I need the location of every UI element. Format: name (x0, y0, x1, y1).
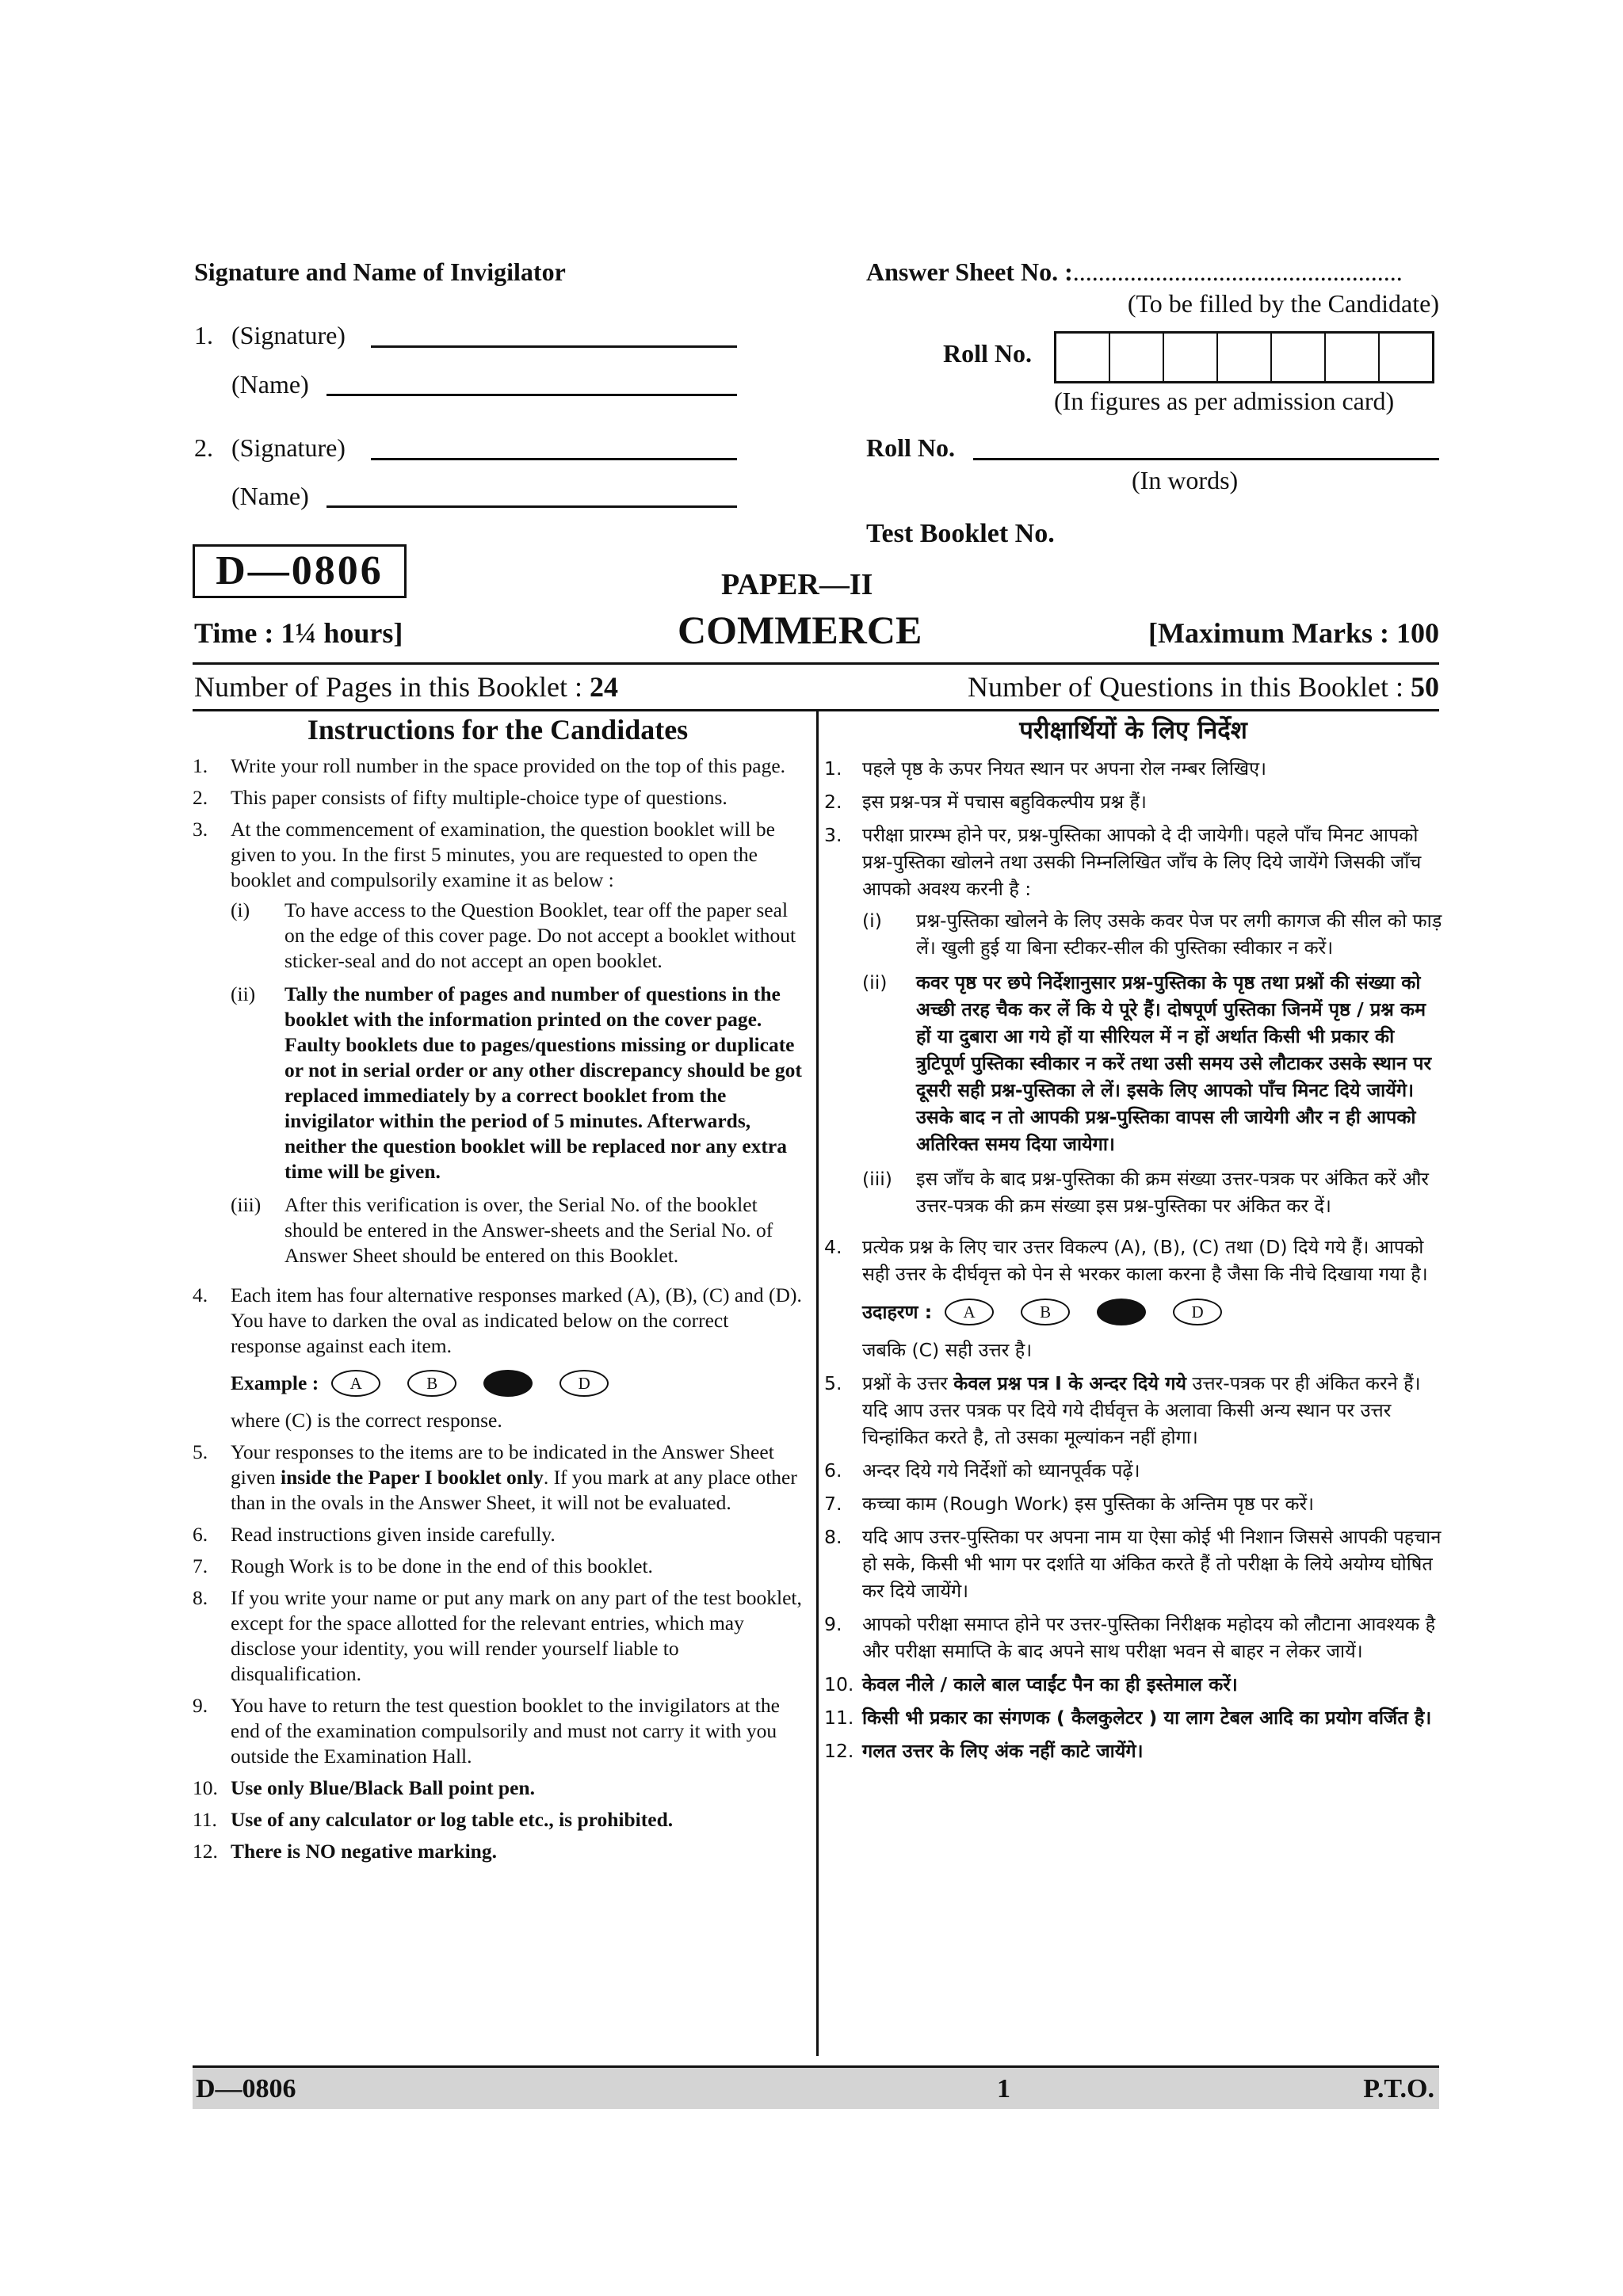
questions-value: 50 (1411, 671, 1439, 703)
roll-no-words-label: Roll No. (866, 433, 955, 462)
item-number: 10. (193, 1776, 218, 1799)
item-number: 12. (824, 1740, 854, 1762)
sig1-line[interactable] (371, 345, 737, 348)
sub-number: (ii) (862, 971, 888, 994)
hindi-instruction-2 (824, 788, 1442, 815)
item-number: 10. (824, 1673, 854, 1695)
item-number: 4. (824, 1236, 842, 1258)
answer-sheet-field (866, 257, 1403, 287)
sub-number: (ii) (231, 982, 256, 1005)
sig1-number: 1. (194, 321, 213, 349)
item-number: 1. (824, 757, 842, 780)
invigilator-title: Signature and Name of Invigilator (194, 257, 566, 286)
name1-line[interactable] (327, 394, 737, 396)
oval-b: B (407, 1370, 456, 1397)
booklet-code: D—0806 (193, 544, 407, 598)
pages-count (194, 670, 618, 704)
instruction-8 (193, 1585, 803, 1687)
roll-digit-box[interactable] (1218, 334, 1272, 381)
instruction-text: Each item has four alternative responses marked (A), (B), (C) and (D). You have to darken the oval as indicated below on the correct response against each item. (231, 1283, 802, 1357)
item-number: 6. (824, 1459, 842, 1482)
max-marks-label: [Maximum Marks : 100 (1148, 617, 1439, 649)
instruction-text: कच्चा काम (Rough Work) इस पुस्तिका के अन्तिम पृष्ठ पर करें। (862, 1493, 1315, 1515)
answer-sheet-dots[interactable]: .................................................... (1072, 257, 1403, 286)
roll-digit-box[interactable] (1272, 334, 1326, 381)
in-figures-note: (In figures as per admission card) (1054, 387, 1395, 415)
roll-digit-box[interactable] (1326, 334, 1380, 381)
paper-label: PAPER—II (721, 568, 873, 601)
name1-label: (Name) (231, 370, 309, 399)
roll-digit-box[interactable] (1164, 334, 1218, 381)
roll-digit-box[interactable] (1380, 334, 1432, 381)
hindi-instruction-3-ii (862, 969, 1442, 1158)
questions-count (872, 670, 1439, 704)
english-instructions (193, 714, 803, 1871)
item-number: 2. (193, 786, 208, 809)
instruction-text-emphasis: केवल प्रश्न पत्र I के अन्दर दिये गये (953, 1372, 1187, 1394)
test-booklet-label: Test Booklet No. (866, 519, 1055, 548)
instruction-text (231, 1440, 803, 1516)
page-footer (193, 2065, 1439, 2109)
hindi-instruction-8 (824, 1524, 1442, 1604)
instruction-11 (193, 1807, 803, 1833)
sig2-number: 2. (194, 433, 213, 462)
name2-line[interactable] (327, 505, 737, 508)
hindi-instruction-6 (824, 1457, 1442, 1484)
instruction-3-i (231, 898, 803, 974)
instruction-text: If you write your name or put any mark on any part of the test booklet, except for the space allotted for the relevant entries, which may disclose your identity, you will render yourself liable to disqualification. (231, 1586, 802, 1685)
instruction-text: परीक्षा प्रारम्भ होने पर, प्रश्न-पुस्तिका आपको दे दी जायेगी। पहले पाँच मिनट आपको प्रश्न-पुस्तिका खोलने तथा उसकी निम्नलिखित जाँच के लिए दिये जायेंगे जिसकी जाँच आपको अवश्य करनी है : (862, 824, 1422, 900)
instruction-text: केवल नीले / काले बाल प्वाईंट पैन का ही इस्तेमाल करें। (862, 1673, 1238, 1695)
oval-d: D (1173, 1299, 1222, 1325)
sub-number: (iii) (862, 1168, 892, 1190)
instruction-text: आपको परीक्षा समाप्त होने पर उत्तर-पुस्तिका निरीक्षक महोदय को लौटाना आवश्यक है और परीक्षा समाप्ति के बाद अपने साथ परीक्षा भवन से बाहर न लेकर जायें। (862, 1613, 1436, 1662)
roll-digit-box[interactable] (1110, 334, 1164, 381)
hindi-instruction-1 (824, 755, 1442, 782)
sig1-label: (Signature) (231, 321, 346, 349)
instruction-text: Rough Work is to be done in the end of this booklet. (231, 1554, 653, 1577)
hindi-example-row (862, 1299, 1442, 1325)
instruction-12 (193, 1839, 803, 1864)
sig2-label: (Signature) (231, 433, 346, 462)
in-words-note: (In words) (1132, 466, 1239, 494)
item-number: 3. (193, 818, 208, 841)
item-number: 7. (824, 1493, 842, 1515)
instruction-text-part: Your responses to the items are to be indicated in the Answer Sheet given (231, 1440, 774, 1489)
sub-text: कवर पृष्ठ पर छपे निर्देशानुसार प्रश्न-पुस्तिका के पृष्ठ तथा प्रश्नों की संख्या को अच्छी तरह चैक कर लें कि ये पूरे हैं। दोषपूर्ण पुस्तिका जिनमें पृष्ठ / प्रश्न कम हों या दुबारा आ गये हों या सीरियल में न हों अर्थात किसी भी प्रकार की त्रुटिपूर्ण पुस्तिका स्वीकार न करें तथा उसी समय उसे लौटाकर उसके स्थान पर दूसरी सही प्रश्न-पुस्तिका ले लें। इसके लिए आपको पाँच मिनट दिये जायेंगे। उसके बाद न तो आपकी प्रश्न-पुस्तिका वापस ली जायेगी और न ही आपको अतिरिक्त समय दिया जायेगा। (916, 971, 1432, 1155)
instruction-text: गलत उत्तर के लिए अंक नहीं काटे जायेंगे। (862, 1740, 1144, 1762)
sub-number: (iii) (231, 1193, 262, 1216)
name2-label: (Name) (231, 482, 309, 510)
instruction-text: You have to return the test question booklet to the invigilators at the end of the examination compulsorily and must not carry it with you outside the Examination Hall. (231, 1694, 780, 1768)
sub-number: (i) (231, 898, 250, 921)
hindi-instruction-12 (824, 1737, 1442, 1764)
instruction-2 (193, 785, 803, 810)
roll-no-words-line[interactable] (973, 458, 1439, 460)
instruction-text-part: प्रश्नों के उत्तर (862, 1372, 948, 1394)
instruction-9 (193, 1693, 803, 1769)
hindi-instruction-3-i (862, 907, 1442, 961)
hindi-instruction-9 (824, 1611, 1442, 1665)
instruction-text-part: उत्तर-पत्रक पर ही अंकित करने हैं। यदि आप उत्तर पत्रक पर दिये गये दीर्घवृत्त के अलावा किसी अन्य स्थान पर उत्तर चिन्हांकित करते है, तो उसका मूल्यांकन नहीं होगा। (862, 1372, 1421, 1448)
pages-value: 24 (589, 671, 618, 703)
hindi-instruction-3-iii (862, 1165, 1442, 1219)
instruction-text: प्रत्येक प्रश्न के लिए चार उत्तर विकल्प (A), (B), (C) तथा (D) दिये गये हैं। आपको सही उत्तर के दीर्घवृत्त को पेन से भरकर काला करना है जैसा कि नीचे दिखाया गया है। (862, 1236, 1428, 1285)
oval-c-filled (483, 1370, 533, 1397)
instruction-text-emphasis: inside the Paper I booklet only (281, 1466, 544, 1489)
column-divider (816, 709, 819, 2056)
item-number: 12. (193, 1840, 218, 1863)
header-divider (193, 662, 1439, 665)
sub-text: After this verification is over, the Serial No. of the booklet should be entered in the Answer-sheets and the Serial No. of Answer Sheet should be entered on this Booklet. (285, 1193, 773, 1267)
instruction-text: किसी भी प्रकार का संगणक ( कैलकुलेटर ) या लाग टेबल आदि का प्रयोग वर्जित है। (862, 1707, 1432, 1729)
item-number: 2. (824, 791, 842, 813)
example-label: Example : (231, 1371, 319, 1394)
instruction-text: पहले पृष्ठ के ऊपर नियत स्थान पर अपना रोल नम्बर लिखिए। (862, 757, 1267, 780)
pto-label: P.T.O. (1363, 2074, 1434, 2103)
sig2-line[interactable] (371, 458, 737, 460)
filled-by-note: (To be filled by the Candidate) (1127, 289, 1439, 318)
item-number: 7. (193, 1554, 208, 1577)
pages-label: Number of Pages in this Booklet : (194, 671, 582, 703)
oval-a: A (945, 1299, 994, 1325)
sub-text: इस जाँच के बाद प्रश्न-पुस्तिका की क्रम संख्या उत्तर-पत्रक पर अंकित करें और उत्तर-पत्रक की क्रम संख्या इस प्रश्न-पुस्तिका पर अंकित कर दें। (916, 1168, 1430, 1217)
english-instructions-title: Instructions for the Candidates (307, 714, 689, 746)
instruction-text: Read instructions given inside carefully. (231, 1523, 556, 1546)
sub-text: प्रश्न-पुस्तिका खोलने के लिए उसके कवर पेज पर लगी कागज की सील को फाड़ लें। खुली हुई या बिना स्टीकर-सील की पुस्तिका स्वीकार न करें। (916, 910, 1442, 959)
instruction-text: Use only Blue/Black Ball point pen. (231, 1776, 535, 1799)
answer-sheet-label: Answer Sheet No. : (866, 257, 1073, 286)
oval-c-filled (1097, 1299, 1146, 1325)
time-label: Time : 1¼ hours] (194, 617, 403, 649)
example-label: उदाहरण : (862, 1301, 933, 1323)
item-number: 4. (193, 1283, 208, 1306)
roll-no-label: Roll No. (943, 339, 1032, 368)
footer-code: D—0806 (196, 2074, 296, 2103)
item-number: 6. (193, 1523, 208, 1546)
instruction-text: At the commencement of examination, the question booklet will be given to you. In the first 5 minutes, you are requested to open the booklet and compulsorily examine it as below : (231, 818, 775, 891)
item-number: 11. (193, 1808, 217, 1831)
instruction-text: यदि आप उत्तर-पुस्तिका पर अपना नाम या ऐसा कोई भी निशान जिससे आपकी पहचान हो सके, किसी भी भाग पर दर्शाते या अंकित करते हैं तो परीक्षा के लिये अयोग्य घोषित कर दिये जायेंगे। (862, 1526, 1442, 1602)
hindi-instruction-4 (824, 1234, 1442, 1363)
item-number: 9. (824, 1613, 842, 1635)
sub-number: (i) (862, 910, 882, 932)
roll-digit-box[interactable] (1056, 334, 1110, 381)
instruction-6 (193, 1522, 803, 1547)
instruction-10 (193, 1775, 803, 1801)
instruction-text (862, 1370, 1442, 1451)
questions-label: Number of Questions in this Booklet : (968, 671, 1403, 703)
oval-a: A (331, 1370, 380, 1397)
sub-text: To have access to the Question Booklet, tear off the paper seal on the edge of this cover page. Do not accept a booklet without sticker-seal and do not accept an open booklet. (285, 898, 796, 972)
instruction-text: There is NO negative marking. (231, 1840, 497, 1863)
item-number: 9. (193, 1694, 208, 1717)
hindi-instruction-11 (824, 1704, 1442, 1731)
subject-title: COMMERCE (678, 608, 922, 652)
instruction-3-ii (231, 982, 803, 1184)
hindi-instructions-title: परीक्षार्थियों के लिए निर्देश (1019, 716, 1247, 745)
hindi-instruction-7 (824, 1490, 1442, 1517)
item-number: 11. (824, 1707, 854, 1729)
roll-number-boxes[interactable] (1054, 331, 1434, 383)
item-number: 1. (193, 754, 208, 777)
item-number: 5. (193, 1440, 208, 1463)
oval-d: D (559, 1370, 609, 1397)
item-number: 5. (824, 1372, 842, 1394)
item-number: 8. (193, 1586, 208, 1609)
example-note: where (C) is the correct response. (231, 1409, 502, 1432)
instruction-7 (193, 1554, 803, 1579)
example-note: जबकि (C) सही उत्तर है। (862, 1339, 1033, 1361)
item-number: 8. (824, 1526, 842, 1548)
instruction-text: This paper consists of fifty multiple-choice type of questions. (231, 786, 727, 809)
hindi-instruction-10 (824, 1671, 1442, 1698)
hindi-instruction-5 (824, 1370, 1442, 1451)
instruction-text-part: . If you mark at any place other than in the ovals in the Answer Sheet, it will not be evaluated. (231, 1466, 797, 1514)
item-number: 3. (824, 824, 842, 846)
instruction-text: Write your roll number in the space provided on the top of this page. (231, 754, 786, 777)
instruction-3-iii (231, 1192, 803, 1268)
instruction-3 (193, 817, 803, 1276)
instruction-4 (193, 1283, 803, 1433)
instruction-5 (193, 1440, 803, 1516)
hindi-instructions (824, 717, 1442, 1771)
oval-b: B (1021, 1299, 1070, 1325)
instruction-text: Use of any calculator or log table etc., is prohibited. (231, 1808, 674, 1831)
instruction-text: इस प्रश्न-पत्र में पचास बहुविकल्पीय प्रश्न हैं। (862, 791, 1147, 813)
example-row (231, 1370, 803, 1397)
instruction-1 (193, 753, 803, 779)
page-number: 1 (997, 2074, 1010, 2103)
instruction-text: अन्दर दिये गये निर्देशों को ध्यानपूर्वक पढ़ें। (862, 1459, 1140, 1482)
hindi-instruction-3 (824, 822, 1442, 1227)
sub-text: Tally the number of pages and number of questions in the booklet with the information printed on the cover page. Faulty booklets due to pages/questions missing or duplicate or not in serial order or any other discrepancy should be got replaced immediately by a correct booklet from the invigilator within the period of 5 minutes. Afterwards, neither the question booklet will be replaced nor any extra time will be given. (285, 982, 802, 1183)
